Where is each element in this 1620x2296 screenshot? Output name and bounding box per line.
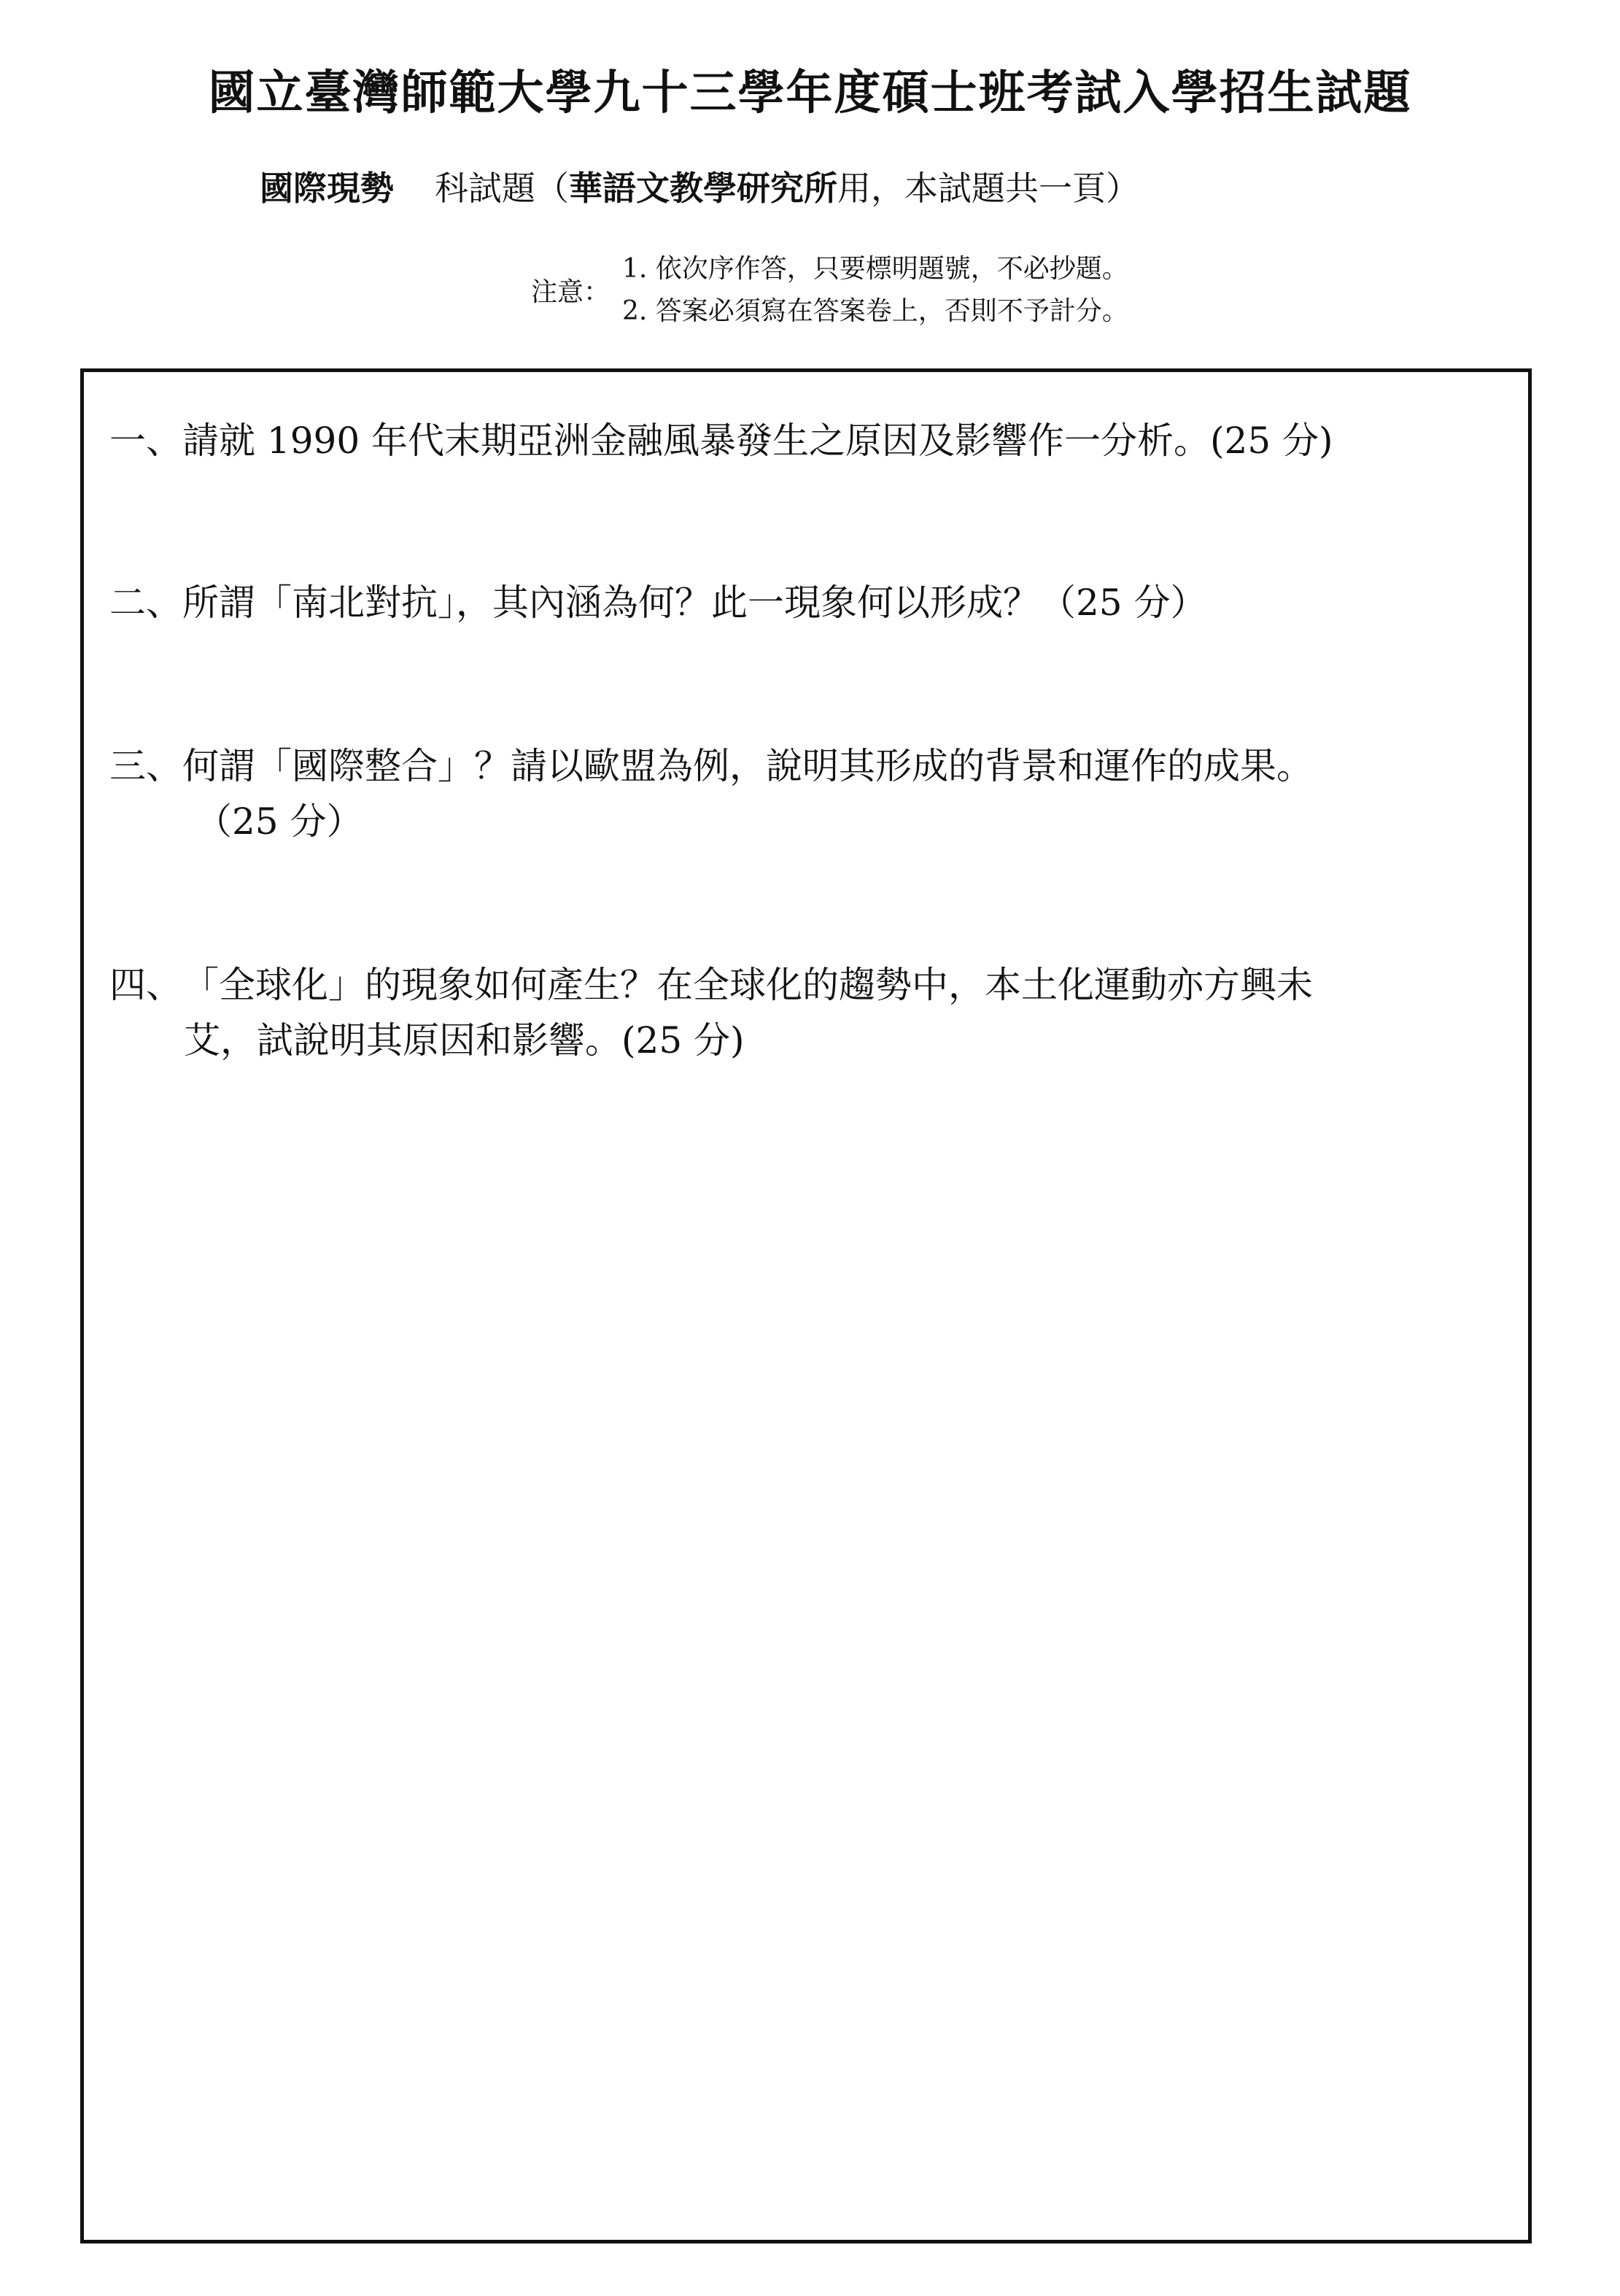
department-name: 華語文教學研究所 [569, 169, 837, 208]
question-2 [109, 575, 1207, 630]
notes-list [622, 248, 1128, 333]
question-text-continued: （25 分） [195, 800, 363, 843]
question-text: 所謂「南北對抗」，其內涵為何？此一現象何以形成？（25 分） [182, 581, 1207, 624]
exam-title: 國立臺灣師範大學九十三學年度碩士班考試入學招生試題 [208, 66, 1412, 120]
question-text: 何謂「國際整合」？請以歐盟為例，說明其形成的背景和運作的成果。 [182, 745, 1313, 787]
question-number: 二、 [109, 581, 182, 624]
question-number: 三、 [109, 745, 182, 787]
subject-name: 國際現勢 [260, 169, 394, 208]
subject-line [260, 166, 1139, 210]
notes-label: 注意： [531, 277, 611, 307]
question-text: 請就 1990 年代末期亞洲金融風暴發生之原因及影響作一分析。(25 分) [182, 420, 1333, 462]
question-frame [80, 368, 1532, 2243]
question-number: 一、 [109, 420, 182, 462]
question-number: 四、 [109, 964, 182, 1006]
question-4 [109, 957, 1313, 1068]
question-1 [109, 413, 1333, 468]
department-suffix: 用，本試題共一頁） [837, 169, 1139, 208]
question-text-continued: 艾，試說明其原因和影響。(25 分) [184, 1019, 745, 1062]
question-text: 「全球化」的現象如何產生？在全球化的趨勢中，本土化運動亦方興未 [182, 964, 1313, 1006]
note-item: 2. 答案必須寫在答案卷上，否則不予計分。 [622, 296, 1128, 326]
question-3 [109, 738, 1313, 849]
note-item: 1. 依次序作答，只要標明題號，不必抄題。 [622, 254, 1128, 284]
subject-suffix: 科試題（ [435, 169, 569, 208]
